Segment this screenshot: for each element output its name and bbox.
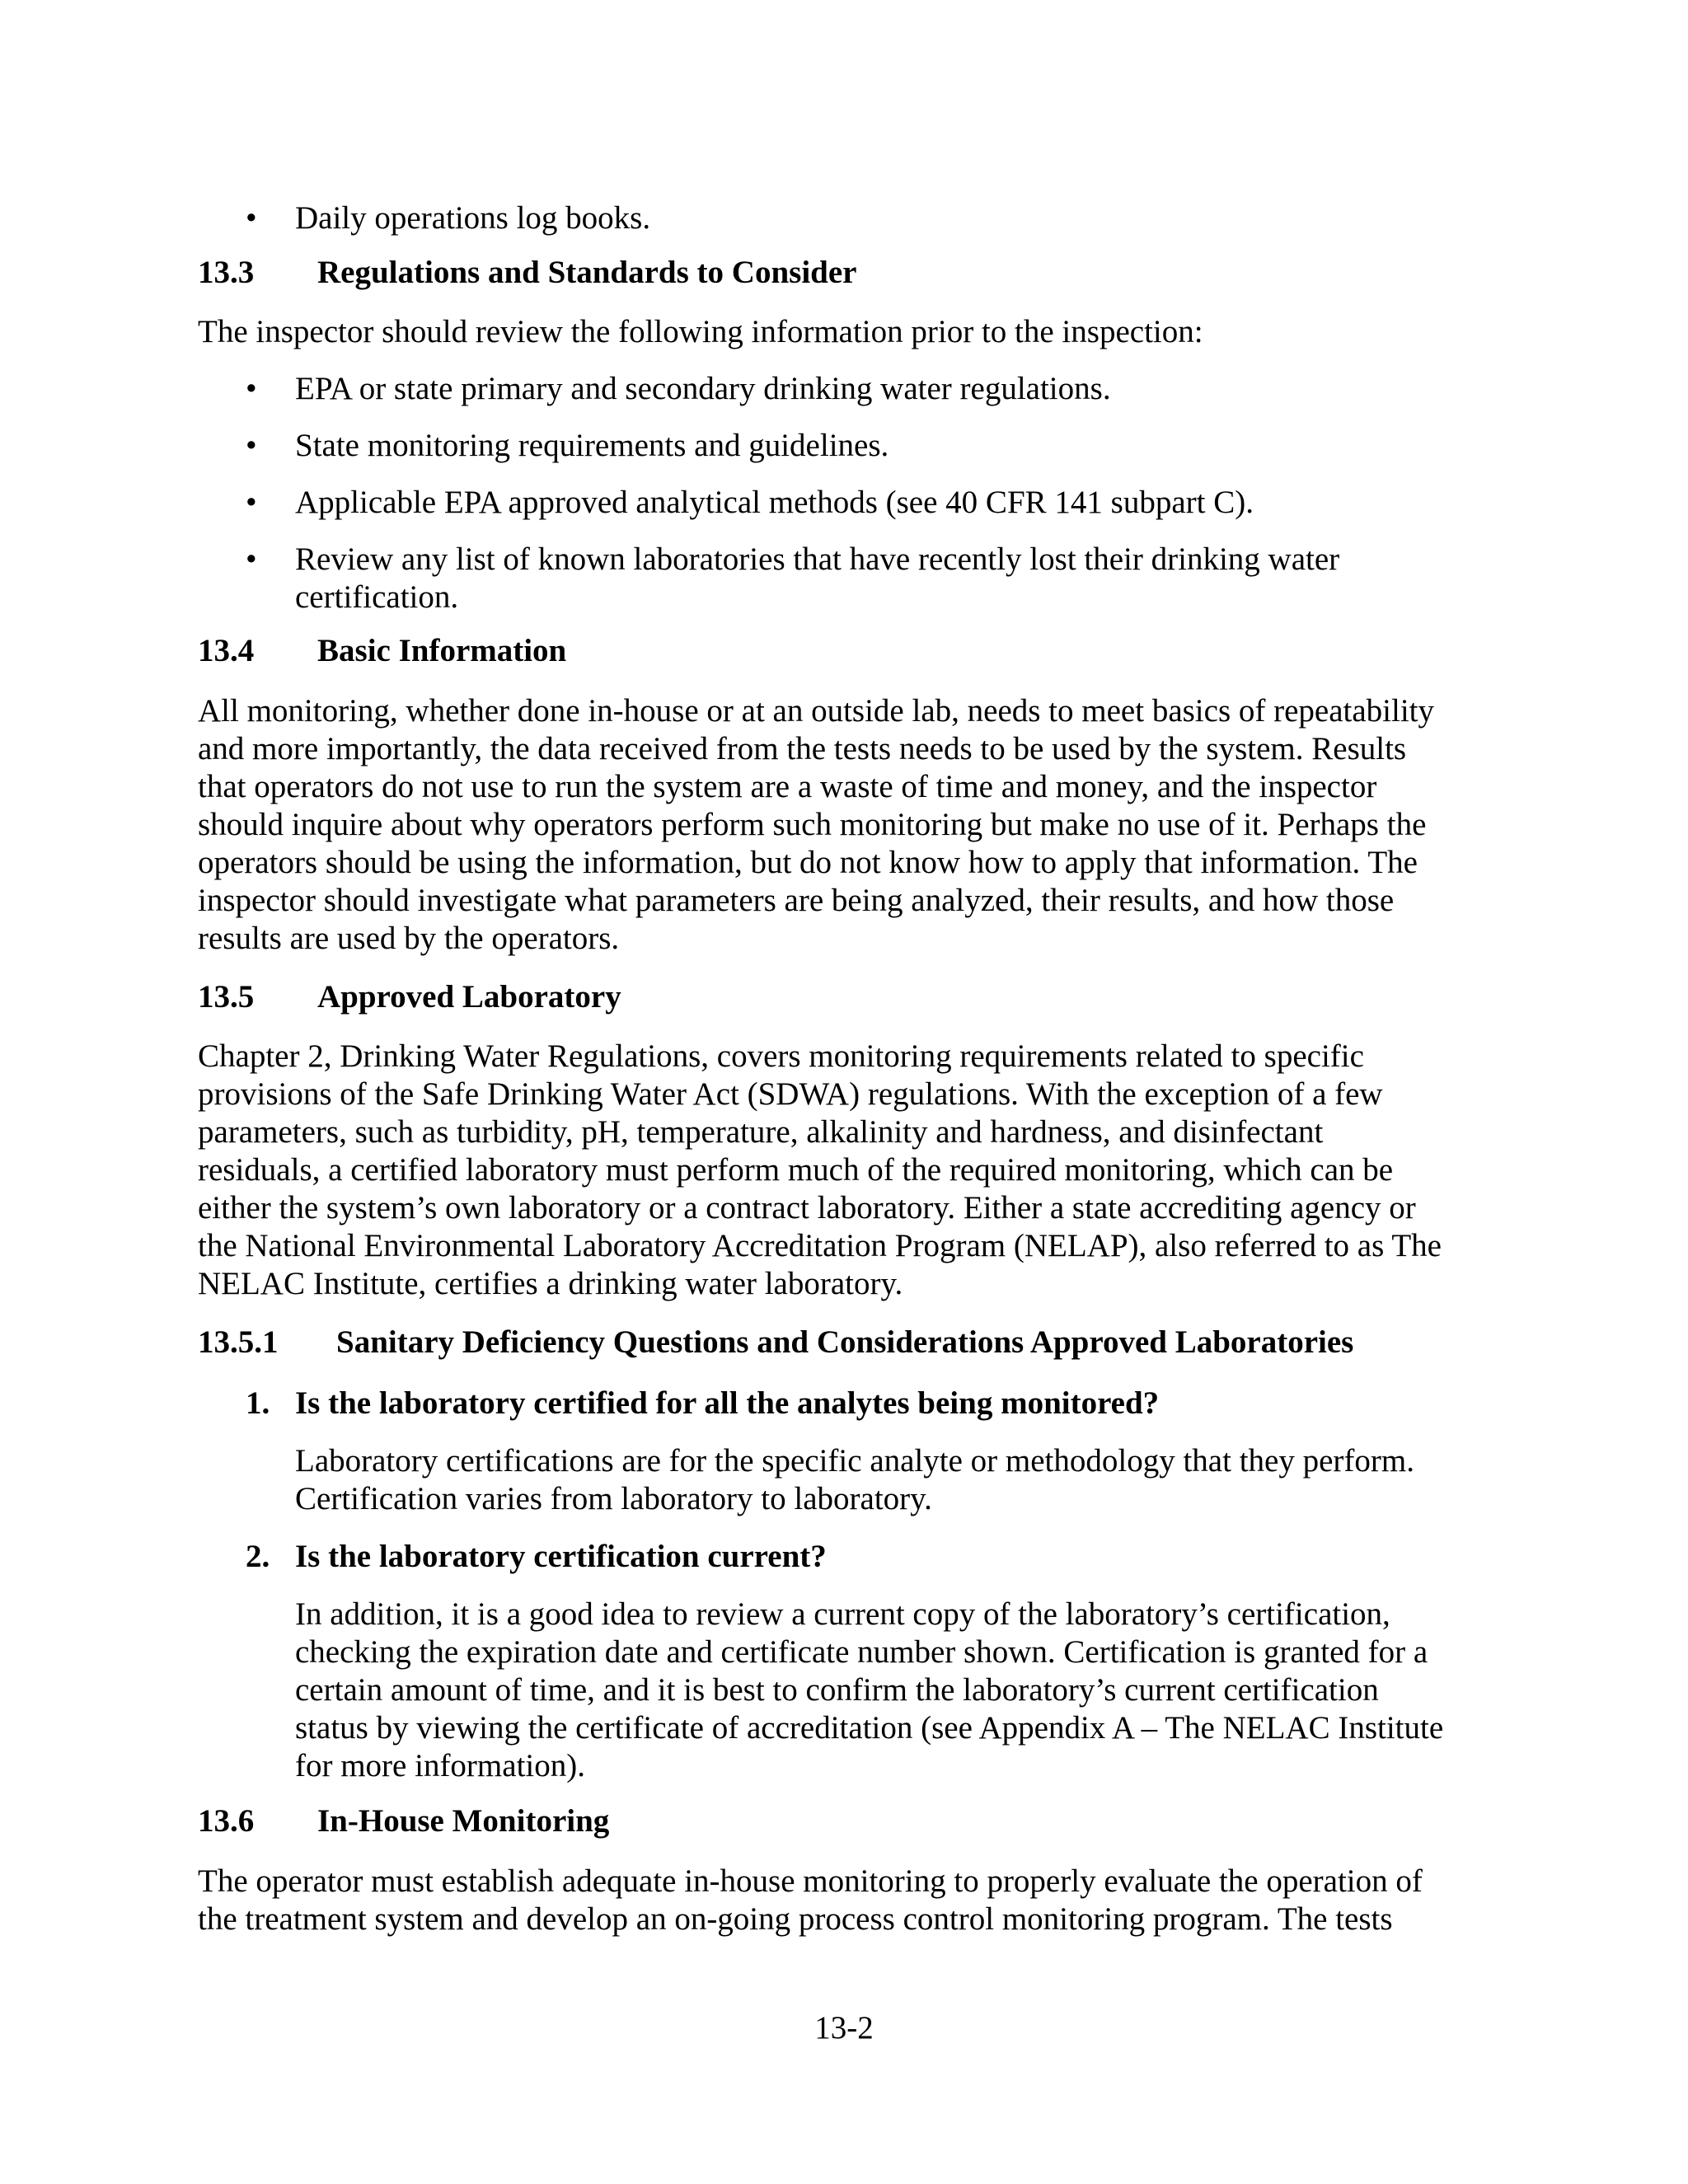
bullet-icon: • [246,428,257,463]
paragraph: The inspector should review the following information prior to the inspection: [198,314,1203,349]
question-answer [295,1596,1443,1785]
bullet-icon: • [246,541,257,577]
paragraph-line: Chapter 2, Drinking Water Regulations, covers monitoring requirements related to specific [198,1038,1364,1074]
page-number: 13-2 [814,2010,874,2046]
list-item-text: Review any list of known laboratories that have recently lost their drinking water [295,541,1340,577]
paragraph-line: inspector should investigate what parameters are being analyzed, their results, and how those [198,883,1395,918]
paragraph-line: residuals, a certified laboratory must perform much of the required monitoring, which can be [198,1152,1394,1188]
question-text: Is the laboratory certification current? [295,1539,827,1574]
paragraph-line: Certification varies from laboratory to laboratory. [295,1481,932,1516]
paragraph-line: should inquire about why operators perform such monitoring but make no use of it. Perhaps the [198,807,1427,842]
section-title: Basic Information [317,633,567,668]
paragraph-line: checking the expiration date and certificate number shown. Certification is granted for a [295,1634,1428,1670]
question-number: 2. [246,1539,270,1574]
section-title: In-House Monitoring [317,1803,610,1839]
section-number: 13.3 [198,255,255,290]
bullet-icon: • [246,485,257,520]
section-title: Sanitary Deficiency Questions and Considerations Approved Laboratories [336,1324,1354,1360]
paragraph-line: certain amount of time, and it is best to confirm the laboratory’s current certification [295,1672,1379,1708]
paragraph [198,1038,1492,1303]
paragraph-line: results are used by the operators. [198,921,620,956]
paragraph-line: parameters, such as turbidity, pH, temperature, alkalinity and hardness, and disinfectant [198,1114,1324,1150]
paragraph-line: the treatment system and develop an on-going process control monitoring program. The tests [198,1901,1393,1937]
paragraph-line: Laboratory certifications are for the specific analyte or methodology that they perform. [295,1443,1414,1479]
list-item-text: Applicable EPA approved analytical methods (see 40 CFR 141 subpart C). [295,485,1254,520]
paragraph-line: either the system’s own laboratory or a contract laboratory. Either a state accrediting agency or [198,1190,1416,1226]
list-item-text: State monitoring requirements and guidelines. [295,428,889,463]
list-item-text: EPA or state primary and secondary drinking water regulations. [295,371,1111,406]
paragraph-line: NELAC Institute, certifies a drinking water laboratory. [198,1266,903,1301]
paragraph-line: for more information). [295,1748,585,1783]
paragraph-line: provisions of the Safe Drinking Water Act (SDWA) regulations. With the exception of a few [198,1076,1383,1112]
paragraph-line: All monitoring, whether done in-house or at an outside lab, needs to meet basics of repeatability [198,693,1435,729]
section-number: 13.6 [198,1803,255,1839]
list-item-text: Daily operations log books. [295,200,651,236]
paragraph-line: and more importantly, the data received from the tests needs to be used by the system. Results [198,731,1407,766]
question-answer [295,1442,1414,1518]
section-number: 13.4 [198,633,255,668]
section-number: 13.5 [198,979,255,1015]
bullet-icon: • [246,371,257,406]
paragraph-line: that operators do not use to run the system are a waste of time and money, and the inspector [198,769,1377,804]
question-text: Is the laboratory certified for all the analytes being monitored? [295,1385,1160,1421]
section-title: Approved Laboratory [317,979,621,1015]
section-number: 13.5.1 [198,1324,279,1360]
section-title: Regulations and Standards to Consider [317,255,857,290]
question-number: 1. [246,1385,270,1421]
paragraph-line: The operator must establish adequate in-house monitoring to properly evaluate the operation of [198,1863,1423,1899]
question-item [198,1538,1492,1576]
paragraph-line: status by viewing the certificate of accreditation (see Appendix A – The NELAC Institute [295,1710,1444,1746]
bullet-icon: • [246,200,257,236]
paragraph-line: the National Environmental Laboratory Accreditation Program (NELAP), also referred to as The [198,1228,1442,1263]
paragraph [198,692,1492,958]
question-item [198,1385,1492,1422]
paragraph [198,1863,1492,1938]
paragraph-line: In addition, it is a good idea to review a current copy of the laboratory’s certification, [295,1596,1390,1632]
list-item-text: certification. [295,579,459,615]
paragraph-line: operators should be using the information, but do not know how to apply that information. The [198,845,1418,880]
